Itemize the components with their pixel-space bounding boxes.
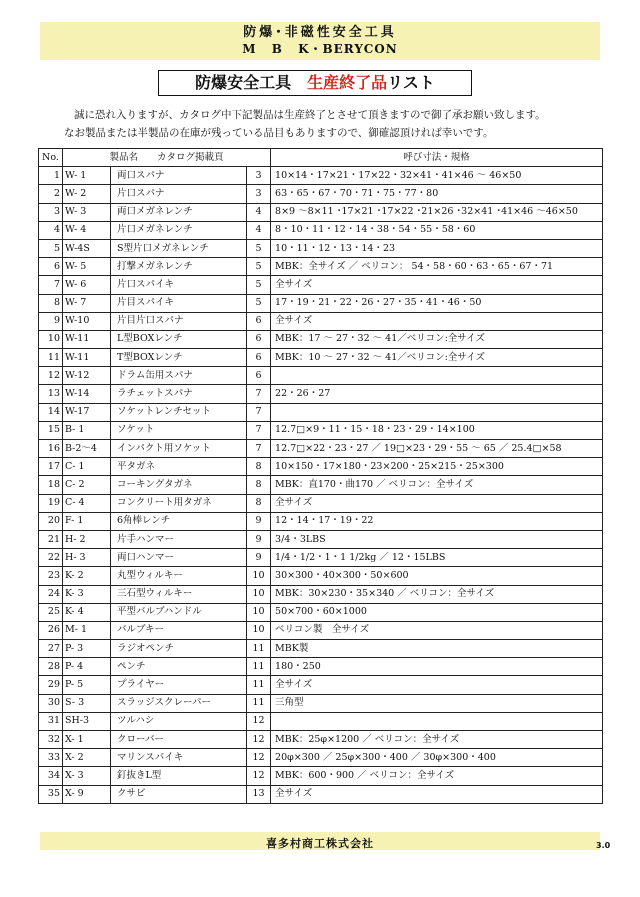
table-row xyxy=(39,585,603,603)
row-dims: 全サイズ xyxy=(271,785,603,803)
table-row xyxy=(39,621,603,639)
row-name: 片目片口スパナ xyxy=(111,312,247,330)
row-name: スラッジスクレーパー xyxy=(111,694,247,712)
row-dims: 12・14・17・19・22 xyxy=(271,512,603,530)
row-no: 10 xyxy=(39,330,63,348)
row-page: 4 xyxy=(247,221,271,239)
table-row xyxy=(39,458,603,476)
row-dims: MBK製 xyxy=(271,640,603,658)
table-row xyxy=(39,549,603,567)
row-no: 26 xyxy=(39,621,63,639)
title-part2-red: 生産終了品 xyxy=(307,73,388,92)
row-code: X- 3 xyxy=(63,767,111,785)
table-row xyxy=(39,567,603,585)
row-page: 7 xyxy=(247,440,271,458)
row-name: コーキングタガネ xyxy=(111,476,247,494)
row-name: 片口メガネレンチ xyxy=(111,221,247,239)
table-body xyxy=(39,167,603,804)
row-page: 11 xyxy=(247,694,271,712)
row-name: 三石型ウィルキー xyxy=(111,585,247,603)
row-page: 6 xyxy=(247,330,271,348)
row-name: ペンチ xyxy=(111,658,247,676)
page-title xyxy=(158,70,472,96)
row-page: 12 xyxy=(247,767,271,785)
table-row xyxy=(39,294,603,312)
row-dims: 三角型 xyxy=(271,694,603,712)
row-name: 丸型ウィルキー xyxy=(111,567,247,585)
row-name: L型BOXレンチ xyxy=(111,330,247,348)
row-code: X- 1 xyxy=(63,731,111,749)
row-page: 8 xyxy=(247,458,271,476)
row-no: 12 xyxy=(39,367,63,385)
header-no: No. xyxy=(39,149,63,167)
table-row xyxy=(39,221,603,239)
discontinued-products-table xyxy=(38,148,603,804)
row-code: SH-3 xyxy=(63,712,111,730)
row-code: W-11 xyxy=(63,349,111,367)
table-row xyxy=(39,694,603,712)
row-no: 34 xyxy=(39,767,63,785)
table-row xyxy=(39,476,603,494)
row-dims: MBK：17 ～ 27・32 ～ 41／ベリコン:全サイズ xyxy=(271,330,603,348)
row-no: 9 xyxy=(39,312,63,330)
row-dims xyxy=(271,367,603,385)
row-dims: 1/4・1/2・1・1 1/2kg ／ 12・15LBS xyxy=(271,549,603,567)
row-page: 12 xyxy=(247,712,271,730)
row-no: 35 xyxy=(39,785,63,803)
header-band xyxy=(40,22,600,60)
row-name: ドラム缶用スパナ xyxy=(111,367,247,385)
row-name: クローバー xyxy=(111,731,247,749)
row-page: 8 xyxy=(247,476,271,494)
row-code: W-4S xyxy=(63,239,111,257)
row-page: 4 xyxy=(247,203,271,221)
table-row xyxy=(39,530,603,548)
row-name: 平型バルブハンドル xyxy=(111,603,247,621)
row-code: C- 4 xyxy=(63,494,111,512)
row-code: W- 7 xyxy=(63,294,111,312)
row-code: W- 3 xyxy=(63,203,111,221)
table-header-row xyxy=(39,149,603,167)
row-page: 13 xyxy=(247,785,271,803)
table-row xyxy=(39,658,603,676)
row-name: S型片口メガネレンチ xyxy=(111,239,247,257)
row-code: W-11 xyxy=(63,330,111,348)
page-number: 3.0 xyxy=(596,841,611,850)
row-name: インパクト用ソケット xyxy=(111,440,247,458)
row-code: W- 1 xyxy=(63,167,111,185)
row-dims: 63・65・67・70・71・75・77・80 xyxy=(271,185,603,203)
row-code: B-2～4 xyxy=(63,440,111,458)
row-name: 片手ハンマー xyxy=(111,530,247,548)
table-row xyxy=(39,276,603,294)
row-page: 8 xyxy=(247,494,271,512)
row-name: 平タガネ xyxy=(111,458,247,476)
row-name: ツルハシ xyxy=(111,712,247,730)
row-code: X- 9 xyxy=(63,785,111,803)
table-row xyxy=(39,312,603,330)
row-no: 31 xyxy=(39,712,63,730)
row-dims: 10×150・17×180・23×200・25×215・25×300 xyxy=(271,458,603,476)
header-title: 防爆･非磁性安全工具 xyxy=(243,25,397,40)
row-dims: 30×300・40×300・50×600 xyxy=(271,567,603,585)
row-no: 11 xyxy=(39,349,63,367)
row-name: 両口ハンマー xyxy=(111,549,247,567)
table-row xyxy=(39,258,603,276)
row-page: 11 xyxy=(247,640,271,658)
row-dims: MBK：25φ×1200 ／ ベリコン：全サイズ xyxy=(271,731,603,749)
row-name: 打撃メガネレンチ xyxy=(111,258,247,276)
row-code: W- 4 xyxy=(63,221,111,239)
row-no: 21 xyxy=(39,530,63,548)
row-dims: 180・250 xyxy=(271,658,603,676)
intro-text xyxy=(40,106,620,142)
row-dims: 全サイズ xyxy=(271,676,603,694)
header-dims: 呼び寸法・規格 xyxy=(271,149,603,167)
header-brand: M B K・BERYCON xyxy=(242,42,398,56)
row-no: 2 xyxy=(39,185,63,203)
row-code: P- 5 xyxy=(63,676,111,694)
row-page: 5 xyxy=(247,239,271,257)
row-code: M- 1 xyxy=(63,621,111,639)
table-row xyxy=(39,785,603,803)
row-code: C- 2 xyxy=(63,476,111,494)
row-no: 8 xyxy=(39,294,63,312)
intro-line-2: なお製品または半製品の在庫が残っている品目もありますので、御確認頂ければ幸いです。 xyxy=(64,127,494,139)
row-dims: 10×14・17×21・17×22・32×41・41×46 ～ 46×50 xyxy=(271,167,603,185)
row-name: 釘抜きL型 xyxy=(111,767,247,785)
row-code: W-17 xyxy=(63,403,111,421)
table-row xyxy=(39,239,603,257)
row-page: 10 xyxy=(247,621,271,639)
row-no: 30 xyxy=(39,694,63,712)
row-dims: 50×700・60×1000 xyxy=(271,603,603,621)
row-page: 9 xyxy=(247,530,271,548)
row-no: 5 xyxy=(39,239,63,257)
row-dims: 3/4・3LBS xyxy=(271,530,603,548)
row-no: 28 xyxy=(39,658,63,676)
row-no: 22 xyxy=(39,549,63,567)
row-dims: 全サイズ xyxy=(271,276,603,294)
row-no: 15 xyxy=(39,421,63,439)
row-name: クサビ xyxy=(111,785,247,803)
table-row xyxy=(39,603,603,621)
table-row xyxy=(39,494,603,512)
row-dims: 12.7□×22・23・27 ／ 19□×23・29・55 ～ 65 ／ 25.4□×58 xyxy=(271,440,603,458)
row-code: C- 1 xyxy=(63,458,111,476)
row-dims: 10・11・12・13・14・23 xyxy=(271,239,603,257)
row-code: K- 4 xyxy=(63,603,111,621)
table-row xyxy=(39,185,603,203)
row-dims: MBK：30×230・35×340 ／ ベリコン：全サイズ xyxy=(271,585,603,603)
row-page: 11 xyxy=(247,676,271,694)
row-page: 7 xyxy=(247,421,271,439)
row-code: P- 4 xyxy=(63,658,111,676)
row-name: 両口メガネレンチ xyxy=(111,203,247,221)
row-page: 7 xyxy=(247,403,271,421)
row-code: S- 3 xyxy=(63,694,111,712)
row-page: 3 xyxy=(247,185,271,203)
row-dims: 全サイズ xyxy=(271,494,603,512)
row-no: 18 xyxy=(39,476,63,494)
row-dims xyxy=(271,403,603,421)
row-page: 11 xyxy=(247,658,271,676)
row-dims: 20φ×300 ／ 25φ×300・400 ／ 30φ×300・400 xyxy=(271,749,603,767)
table-row xyxy=(39,767,603,785)
row-name: ラチェットスパナ xyxy=(111,385,247,403)
row-page: 9 xyxy=(247,549,271,567)
table-row xyxy=(39,640,603,658)
row-no: 33 xyxy=(39,749,63,767)
row-name: 片口スパナ xyxy=(111,185,247,203)
row-no: 20 xyxy=(39,512,63,530)
table-row xyxy=(39,403,603,421)
row-no: 14 xyxy=(39,403,63,421)
row-no: 25 xyxy=(39,603,63,621)
row-name: T型BOXレンチ xyxy=(111,349,247,367)
row-no: 16 xyxy=(39,440,63,458)
row-name: 片目スパイキ xyxy=(111,294,247,312)
row-code: K- 2 xyxy=(63,567,111,585)
row-no: 3 xyxy=(39,203,63,221)
row-page: 6 xyxy=(247,349,271,367)
table-row xyxy=(39,330,603,348)
row-code: W-14 xyxy=(63,385,111,403)
title-part1: 防爆安全工具 xyxy=(195,73,308,92)
row-page: 10 xyxy=(247,567,271,585)
table-row xyxy=(39,349,603,367)
row-no: 6 xyxy=(39,258,63,276)
row-dims: MBK：直170・曲170 ／ ベリコン：全サイズ xyxy=(271,476,603,494)
row-dims: ベリコン製 全サイズ xyxy=(271,621,603,639)
table-row xyxy=(39,421,603,439)
row-name: ソケットレンチセット xyxy=(111,403,247,421)
table-row xyxy=(39,749,603,767)
row-code: H- 3 xyxy=(63,549,111,567)
row-no: 7 xyxy=(39,276,63,294)
table-row xyxy=(39,167,603,185)
row-code: W- 5 xyxy=(63,258,111,276)
row-code: B- 1 xyxy=(63,421,111,439)
row-code: X- 2 xyxy=(63,749,111,767)
row-name: 6角棒レンチ xyxy=(111,512,247,530)
row-dims: 17・19・21・22・26・27・35・41・46・50 xyxy=(271,294,603,312)
row-dims: 12.7□×9・11・15・18・23・29・14×100 xyxy=(271,421,603,439)
table-row xyxy=(39,731,603,749)
row-dims: 22・26・27 xyxy=(271,385,603,403)
row-code: W-10 xyxy=(63,312,111,330)
row-no: 29 xyxy=(39,676,63,694)
row-name: プライヤー xyxy=(111,676,247,694)
row-code: K- 3 xyxy=(63,585,111,603)
row-page: 9 xyxy=(247,512,271,530)
row-no: 4 xyxy=(39,221,63,239)
row-no: 19 xyxy=(39,494,63,512)
row-dims: 8×9 ～8×11 ･17×21 ･17×22 ･21×26 ･32×41 ･41×46 ～46×50 xyxy=(271,203,603,221)
row-code: W- 6 xyxy=(63,276,111,294)
row-no: 27 xyxy=(39,640,63,658)
company-name: 喜多村商工株式会社 xyxy=(266,837,374,850)
row-page: 5 xyxy=(247,258,271,276)
table-row xyxy=(39,203,603,221)
row-page: 10 xyxy=(247,603,271,621)
row-no: 32 xyxy=(39,731,63,749)
row-name: 両口スパナ xyxy=(111,167,247,185)
row-page: 6 xyxy=(247,367,271,385)
table-row xyxy=(39,512,603,530)
row-dims xyxy=(271,712,603,730)
row-name: コンクリート用タガネ xyxy=(111,494,247,512)
table-row xyxy=(39,712,603,730)
row-name: バルブキー xyxy=(111,621,247,639)
footer-band xyxy=(40,832,600,850)
row-page: 12 xyxy=(247,749,271,767)
row-page: 10 xyxy=(247,585,271,603)
row-no: 23 xyxy=(39,567,63,585)
title-part3: リスト xyxy=(387,73,435,92)
row-page: 5 xyxy=(247,294,271,312)
table-row xyxy=(39,367,603,385)
row-no: 17 xyxy=(39,458,63,476)
row-name: マリンスパイキ xyxy=(111,749,247,767)
row-code: W-12 xyxy=(63,367,111,385)
intro-line-1: 誠に恐れ入りますが、カタログ中下記製品は生産終了とさせて頂きますので御了承お願い致します。 xyxy=(74,109,546,121)
row-dims: MBK：全サイズ ／ ベリコン： 54・58・60・63・65・67・71 xyxy=(271,258,603,276)
row-dims: MBK：600・900 ／ ベリコン：全サイズ xyxy=(271,767,603,785)
row-code: W- 2 xyxy=(63,185,111,203)
row-no: 1 xyxy=(39,167,63,185)
row-dims: MBK：10 ～ 27・32 ～ 41／ベリコン:全サイズ xyxy=(271,349,603,367)
row-page: 12 xyxy=(247,731,271,749)
row-name: ラジオペンチ xyxy=(111,640,247,658)
row-code: H- 2 xyxy=(63,530,111,548)
row-name: 片口スパイキ xyxy=(111,276,247,294)
table-row xyxy=(39,385,603,403)
header-name-page: 製品名 カタログ掲載頁 xyxy=(63,149,271,167)
row-no: 24 xyxy=(39,585,63,603)
row-dims: 全サイズ xyxy=(271,312,603,330)
row-no: 13 xyxy=(39,385,63,403)
row-code: F- 1 xyxy=(63,512,111,530)
row-page: 3 xyxy=(247,167,271,185)
table-row xyxy=(39,676,603,694)
row-code: P- 3 xyxy=(63,640,111,658)
row-dims: 8・10・11・12・14・38・54・55・58・60 xyxy=(271,221,603,239)
row-page: 6 xyxy=(247,312,271,330)
row-page: 5 xyxy=(247,276,271,294)
table-row xyxy=(39,440,603,458)
row-name: ソケット xyxy=(111,421,247,439)
row-page: 7 xyxy=(247,385,271,403)
